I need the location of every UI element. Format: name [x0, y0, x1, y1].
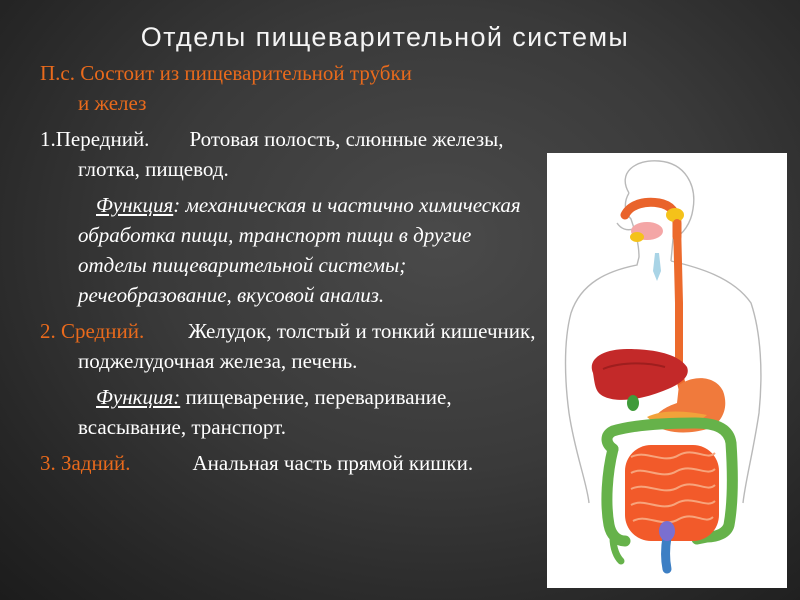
rectum-shape	[666, 537, 668, 569]
section-front	[40, 124, 540, 184]
section-back	[40, 448, 540, 478]
section-middle-number: 2. Средний.	[40, 319, 145, 343]
liver-shape	[592, 349, 688, 400]
gallbladder-shape	[627, 395, 639, 411]
slide-body	[40, 58, 540, 478]
slide-title: Отделы пищеварительной системы	[140, 22, 630, 52]
section-front-function-label: Функция	[96, 193, 174, 217]
section-middle-function	[40, 382, 540, 442]
section-middle-organs: Желудок, толстый и тонкий кишечник, поджелудочная железа, печень.	[78, 319, 536, 373]
intro-paragraph	[40, 58, 540, 118]
ascending-colon-shape	[607, 449, 625, 541]
section-middle	[40, 316, 540, 376]
section-middle-function-label: Функция:	[96, 385, 181, 409]
section-front-organs: Ротовая полость, слюнные железы, глотка, пищевод.	[78, 127, 504, 181]
section-front-function-text: : механическая и частично химическая обработка пищи, транспорт пищи в другие отделы пищеварительной системы; речеобразование, вкусовой анализ.	[78, 193, 521, 307]
section-back-organs: Анальная часть прямой кишки.	[192, 451, 474, 475]
section-back-number: 3. Задний.	[40, 451, 131, 475]
sigmoid-shape	[659, 521, 675, 541]
section-front-number: 1.Передний.	[40, 127, 150, 151]
section-middle-function-text: пищеварение, переваривание, всасывание, транспорт.	[78, 385, 452, 439]
digestive-system-drawing	[547, 153, 787, 588]
trachea-shape	[653, 253, 661, 281]
digestive-system-illustration	[547, 153, 787, 588]
intro-continuation: и желез	[78, 91, 147, 115]
section-front-function	[40, 190, 540, 310]
salivary-gland-lower-shape	[630, 232, 644, 242]
intro-lead: П.с. Состоит из пищеварительной трубки	[40, 61, 412, 85]
